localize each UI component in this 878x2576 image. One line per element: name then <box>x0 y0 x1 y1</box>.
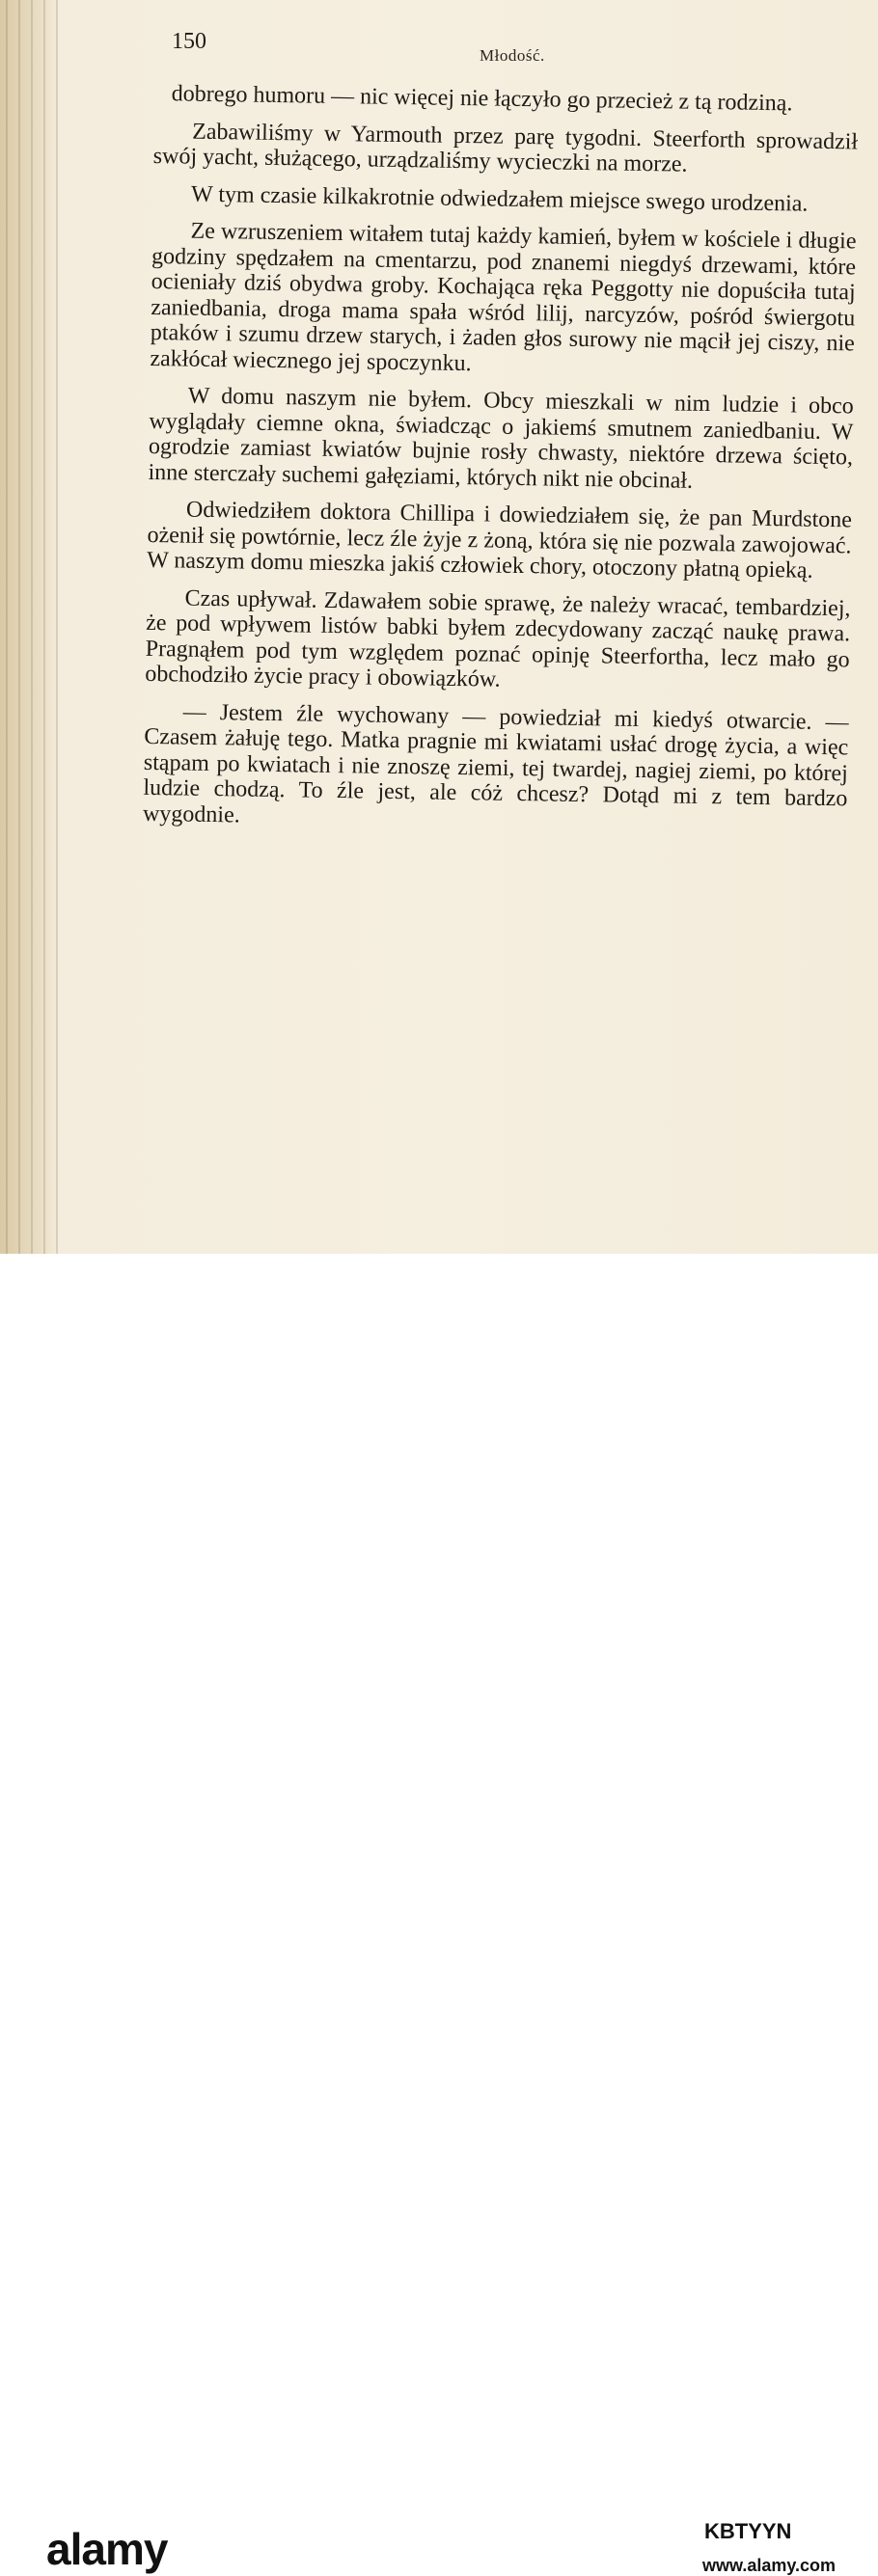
body-text <box>143 81 859 849</box>
stock-url: www.alamy.com <box>702 2556 837 2575</box>
book-page <box>0 0 878 1254</box>
paragraph-1: dobrego humoru — nic więcej nie łączyło go przecież z tą rodziną. <box>171 81 793 117</box>
alamy-logo: alamy <box>46 2524 168 2574</box>
paragraph-5: W domu naszym nie byłem. Obcy mieszkali w nim ludzie i obco wyglądały ciemne okna, świadcząc o jakiemś smutnem zaniedbaniu. W ogrodzie zamiast kwiatów bujnie rosły chwasty, niektóre drzewa ścięto, inne sterczały suchemi gałęziami, których nikt nie obcinał. <box>148 383 854 494</box>
paragraph-7: Czas upływał. Zdawałem sobie sprawę, że należy wracać, tembardziej, że pod wpływem listów babki byłem zdecydowany zacząć naukę prawa. Pragnąłem pod tym względem poznać opinję Steerfortha, lecz mało go obchodziło życie pracy i obowiązków. <box>145 585 851 692</box>
page-binding-edge <box>0 0 58 1254</box>
page-number: 150 <box>172 29 206 54</box>
paragraph-6: Odwiedziłem doktora Chillipa i dowiedziałem się, że pan Murdstone ożenił się powtórnie, lecz źle żyje z żoną, która się nie pozwala zawojować. W naszym domu mieszka jakiś człowiek chory, otoczony płatną opieką. <box>146 497 853 583</box>
stock-image-id: KBTYYN <box>704 2519 792 2543</box>
paragraph-4: Ze wzruszeniem witałem tutaj każdy kamień, byłem w kościele i długie godziny spędzałem na cmentarzu, pod znanemi niegdyś drzewami, które ocieniały dziś obydwa groby. Kochająca ręka Peggotty nie dopuściła tutaj zaniedbania, droga mama spała wśród lilij, narcyzów, pośród świergotu ptaków i szumu drzew starych, i żaden głos surowy nie mącił jej ciszy, nie zakłócał wiecznego jej spoczynku. <box>150 218 857 376</box>
paragraph-2: Zabawiliśmy w Yarmouth przez parę tygodni. Steerforth sprowadził swój yacht, służącego, urządzaliśmy wycieczki na morze. <box>152 119 859 177</box>
stock-footer <box>0 1254 878 2575</box>
paragraph-8: — Jestem źle wychowany — powiedział mi kiedyś otwarcie. — Czasem żałuję tego. Matka pragnie mi kwiatami usłać drogę życia, a więc stąpam po kwiatach i nie znoszę ziemi, tej twardej, nagiej ziemi, po której ludzie chodzą. To źle jest, ale cóż chcesz? Dotąd mi z tem bardzo wygodnie. <box>142 699 849 827</box>
running-head: Młodość. <box>480 46 545 65</box>
paragraph-3: W tym czasie kilkakrotnie odwiedzałem miejsce swego urodzenia. <box>190 181 809 217</box>
